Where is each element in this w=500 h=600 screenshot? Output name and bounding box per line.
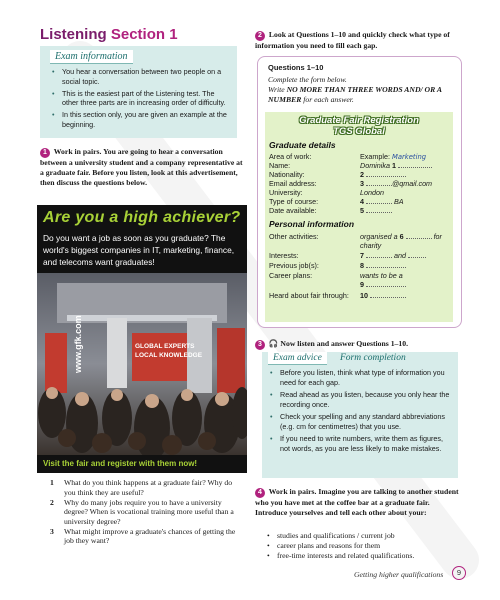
answer-gap[interactable]	[366, 281, 406, 287]
example-prefix: Example:	[360, 152, 392, 161]
row-label: Career plans:	[269, 271, 313, 280]
row-label: Name:	[269, 161, 291, 170]
form-instructions	[268, 63, 453, 105]
list-item: • free-time interests and related qualifications.	[267, 551, 462, 561]
gap-number: 9	[360, 279, 364, 289]
row-value: @qmail.com	[392, 179, 433, 188]
question-text: What do you think happens at a graduate fair? Why do you think they are useful?	[64, 478, 233, 497]
list-item: • career plans and reasons for them	[267, 541, 462, 551]
registration-title	[265, 115, 453, 137]
advert-body: Do you want a job as soon as you graduate? The world's biggest companies in IT, marketing, finance, and telecoms want graduates!	[43, 233, 235, 267]
gap-number: 7	[360, 251, 364, 260]
question-number: 1	[50, 478, 54, 487]
row-label: University:	[269, 188, 303, 197]
answer-gap[interactable]	[366, 171, 406, 177]
question-1-text: Work in pairs. You are going to hear a conversation between a university student and a company representative at a graduate fair. Before you listen, look at this advertisement, then discuss the questions below.	[40, 147, 243, 187]
list-item: • In this section only, you are given an example at the beginning.	[52, 110, 231, 129]
row-label: Previous job(s):	[269, 261, 319, 270]
answer-gap[interactable]	[406, 233, 432, 239]
exam-advice-box	[262, 352, 458, 478]
form-instruction-2c: for each answer.	[301, 95, 354, 104]
answer-gap[interactable]	[398, 162, 432, 168]
headphones-icon: 🎧	[268, 339, 279, 348]
question-number-badge: 2	[255, 31, 265, 41]
list-item	[50, 498, 245, 527]
row-label: Area of work:	[269, 152, 312, 161]
advertisement	[37, 205, 247, 473]
question-4-list	[267, 531, 462, 561]
gap-number: 5	[360, 206, 364, 215]
row-value: Dominika	[360, 161, 390, 170]
section-graduate-details: Graduate details	[269, 140, 336, 150]
form-completion-box	[257, 56, 462, 328]
list-item: • Check your spelling and any standard abbreviations (e.g. cm for centimetres) that you use.	[270, 412, 454, 431]
row-value: for charity	[360, 232, 442, 250]
gap-number: 6	[399, 232, 404, 241]
question-number-badge: 3	[255, 340, 265, 350]
gap-number: 8	[360, 261, 364, 270]
form-instruction-2b: NO MORE THAN THREE WORDS AND/ OR A NUMBER	[268, 85, 442, 104]
row-value: London	[360, 188, 384, 197]
question-3-instruction	[255, 339, 460, 350]
list-item: • This is the easiest part of the Listening test. The other three parts are in increasing order of difficulty.	[52, 89, 231, 108]
question-number-badge: 4	[255, 488, 265, 498]
registration-title-line-2: TGS Global	[333, 126, 385, 137]
answer-gap[interactable]	[366, 262, 406, 268]
question-2-text: Look at Questions 1–10 and quickly check what type of information you need to fill each gap.	[255, 30, 450, 50]
row-label: Email address:	[269, 179, 317, 188]
example-answer: Marketing	[391, 153, 427, 161]
answer-gap[interactable]	[366, 207, 392, 213]
question-1-instruction	[40, 147, 245, 188]
exam-information-title: Exam information	[50, 50, 133, 64]
row-value: wants to be a	[360, 271, 403, 280]
row-value: and	[394, 251, 406, 260]
question-number-badge: 1	[40, 148, 50, 158]
page-number: 9	[452, 566, 466, 580]
question-number: 3	[50, 526, 54, 536]
list-item: • studies and qualifications / current job	[267, 531, 462, 541]
row-label: Date available:	[269, 206, 317, 215]
list-item	[50, 478, 245, 497]
question-text: Why do many jobs require you to have a university degree? When is vocational training more useful than a university degree?	[64, 497, 234, 526]
question-2-instruction	[255, 30, 460, 51]
gap-number: 1	[391, 161, 396, 170]
sign-local: LOCAL KNOWLEDGE	[135, 352, 203, 359]
row-value: BA	[394, 197, 404, 206]
graduate-fair-photo	[37, 273, 247, 455]
list-item: • Read ahead as you listen, because you only hear the recording once.	[270, 390, 454, 409]
advert-footer: Visit the fair and register with them now!	[43, 459, 198, 468]
question-4-instruction	[255, 487, 460, 518]
registration-form	[265, 112, 453, 322]
list-item: • If you need to write numbers, write them as figures, not words, as you are less likely to make mistakes.	[270, 434, 454, 453]
row-label: Heard about fair through:	[269, 291, 349, 300]
section-personal-information: Personal information	[269, 219, 355, 229]
section-label: Section 1	[110, 26, 178, 43]
exam-advice-title: Exam advice	[268, 352, 327, 365]
gap-number: 3	[360, 179, 364, 188]
gap-number: 4	[360, 197, 364, 206]
advert-title: Are you a high achiever?	[43, 209, 241, 226]
sign-global: GLOBAL EXPERTS	[135, 343, 195, 350]
answer-gap[interactable]	[366, 180, 392, 186]
exam-information-box	[40, 46, 237, 138]
exam-information-list	[40, 64, 237, 129]
answer-gap[interactable]	[370, 292, 406, 298]
list-item: • You hear a conversation between two people on a social topic.	[52, 67, 231, 86]
question-4-text: Work in pairs. Imagine you are talking to another student who you have met at the coffee bar at a graduate fair. Introduce yourselves and tell each other about your:	[255, 487, 459, 517]
exam-advice-subtitle: Form completion	[340, 353, 406, 363]
answer-gap[interactable]	[366, 198, 392, 204]
question-text: What might improve a graduate's chances of getting the job they want?	[64, 526, 236, 545]
question-number: 2	[50, 497, 54, 507]
row-label: Nationality:	[269, 170, 305, 179]
row-label: Type of course:	[269, 197, 319, 206]
footer-unit-title: Getting higher qualifications	[354, 570, 444, 579]
row-label: Other activities:	[269, 232, 319, 241]
gap-number: 2	[360, 170, 364, 179]
exam-advice-list	[270, 368, 454, 456]
form-instruction-2a: Write	[268, 85, 287, 94]
list-item: • Before you listen, think what type of information you need for each gap.	[270, 368, 454, 387]
row-label: Interests:	[269, 251, 299, 260]
registration-title-line-1: Graduate Fair Registration	[299, 115, 419, 126]
form-heading: Questions 1–10	[268, 63, 324, 72]
answer-gap[interactable]	[366, 252, 392, 258]
discussion-questions	[50, 478, 245, 546]
page-title	[40, 26, 178, 43]
answer-gap[interactable]	[408, 252, 426, 258]
row-value: organised a	[360, 232, 400, 241]
section-word: Listening	[40, 26, 107, 43]
list-item	[50, 527, 245, 546]
sign-website: www.gfk.com	[73, 315, 83, 373]
gap-number: 10	[360, 291, 368, 300]
form-instruction-1: Complete the form below.	[268, 75, 347, 84]
question-3-text: Now listen and answer Questions 1–10.	[280, 339, 408, 348]
